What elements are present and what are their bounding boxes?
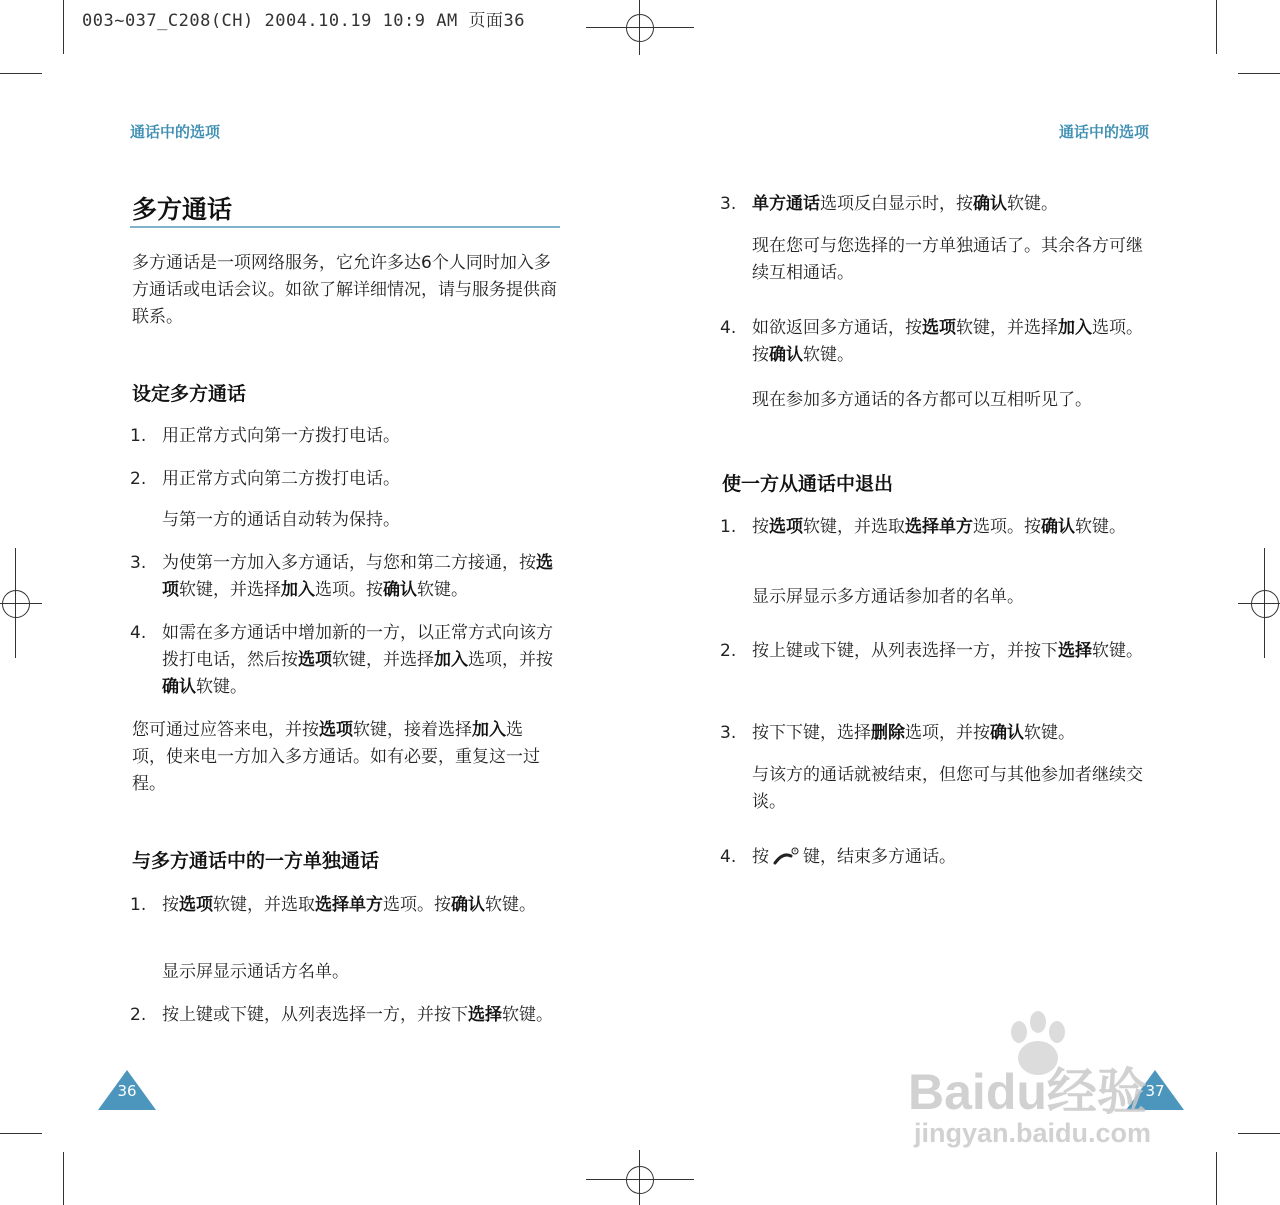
item-text: 按上键或下键，从列表选择一方，并按下选择软键。: [752, 641, 1143, 661]
item-number: 1.: [130, 426, 147, 446]
page-title: 多方通话: [132, 195, 233, 224]
item-text: 如需在多方通话中增加新的一方，以正常方式向该方拨打电话，然后按选项软键，并选择加入选项，并按确认软键。: [162, 623, 553, 697]
item-note: 与第一方的通话自动转为保持。: [162, 510, 400, 530]
section-heading-setup: 设定多方通话: [132, 383, 247, 405]
item-number: 1.: [130, 895, 147, 915]
baidu-watermark: [908, 1010, 1208, 1160]
item-number: 1.: [720, 517, 737, 537]
list-item: [130, 620, 562, 701]
item-text: 按下下键，选择删除选项，并按确认软键。: [752, 723, 1075, 743]
item-text: 按上键或下键，从列表选择一方，并按下选择软键。: [162, 1005, 553, 1025]
item-note: 现在您可与您选择的一方单独通话了。其余各方可继续互相通话。: [752, 236, 1143, 283]
list-item: [720, 844, 1152, 871]
item-text: 按选项软键，并选取选择单方选项。按确认软键。: [162, 895, 536, 915]
list-item: [720, 638, 1152, 665]
page-number-tab-left: [98, 1070, 156, 1110]
item-number: 2.: [130, 469, 147, 489]
item-note: 显示屏显示通话方名单。: [162, 962, 349, 982]
item-note: 与该方的通话就被结束，但您可与其他参加者继续交谈。: [752, 765, 1143, 812]
section-heading-private-call: 与多方通话中的一方单独通话: [132, 850, 380, 872]
section-heading-drop-party: 使一方从通话中退出: [722, 473, 894, 495]
list-item: [130, 466, 562, 493]
item-text: 为使第一方加入多方通话，与您和第二方接通，按选项软键，并选择加入选项。按确认软键。: [162, 553, 553, 600]
item-number: 2.: [130, 1005, 147, 1025]
intro-paragraph: 多方通话是一项网络服务，它允许多达6个人同时加入多方通话或电话会议。如欲了解详细情况，请与服务提供商联系。: [132, 253, 557, 327]
running-head-left: 通话中的选项: [130, 123, 221, 141]
item-number: 3.: [720, 723, 737, 743]
print-slug: 003~037_C208(CH) 2004.10.19 10:9 AM 页面36: [82, 11, 525, 31]
end-call-key-icon: [769, 846, 803, 868]
list-item: [720, 191, 1160, 218]
watermark-brand3: 经验: [1046, 1064, 1147, 1120]
item-number: 4.: [720, 847, 737, 867]
watermark-url: jingyan.baidu.com: [914, 1118, 1152, 1148]
list-item: [130, 550, 562, 604]
item-number: 4.: [130, 623, 147, 643]
list-item: [130, 1002, 562, 1029]
item-text: 单方通话选项反白显示时，按确认软键。: [752, 194, 1058, 214]
item-text: 按 键，结束多方通话。: [752, 847, 956, 867]
item-text: 用正常方式向第二方拨打电话。: [162, 469, 400, 489]
page-number: 36: [117, 1082, 137, 1100]
list-item: [720, 720, 1152, 747]
list-item: [130, 892, 552, 919]
item-note: 现在参加多方通话的各方都可以互相听见了。: [752, 390, 1092, 410]
list-item: [130, 423, 562, 450]
watermark-brand: Bai: [908, 1064, 986, 1120]
item-note: 显示屏显示多方通话参加者的名单。: [752, 587, 1024, 607]
title-underline: [130, 226, 560, 228]
page-number: 37: [1145, 1082, 1165, 1100]
item-text: 按选项软键，并选取选择单方选项。按确认软键。: [752, 517, 1126, 537]
item-number: 2.: [720, 641, 737, 661]
list-item: [720, 315, 1152, 369]
note-paragraph: 您可通过应答来电，并按选项软键，接着选择加入选项，使来电一方加入多方通话。如有必要，重复这一过程。: [132, 720, 540, 794]
item-number: 4.: [720, 318, 737, 338]
item-number: 3.: [130, 553, 147, 573]
watermark-brand2: du: [985, 1064, 1047, 1120]
item-number: 3.: [720, 194, 737, 214]
list-item: [720, 514, 1142, 541]
item-text: 用正常方式向第一方拨打电话。: [162, 426, 400, 446]
item-text: 如欲返回多方通话，按选项软键，并选择加入选项。按确认软键。: [752, 318, 1143, 365]
running-head-right: 通话中的选项: [1059, 123, 1150, 141]
